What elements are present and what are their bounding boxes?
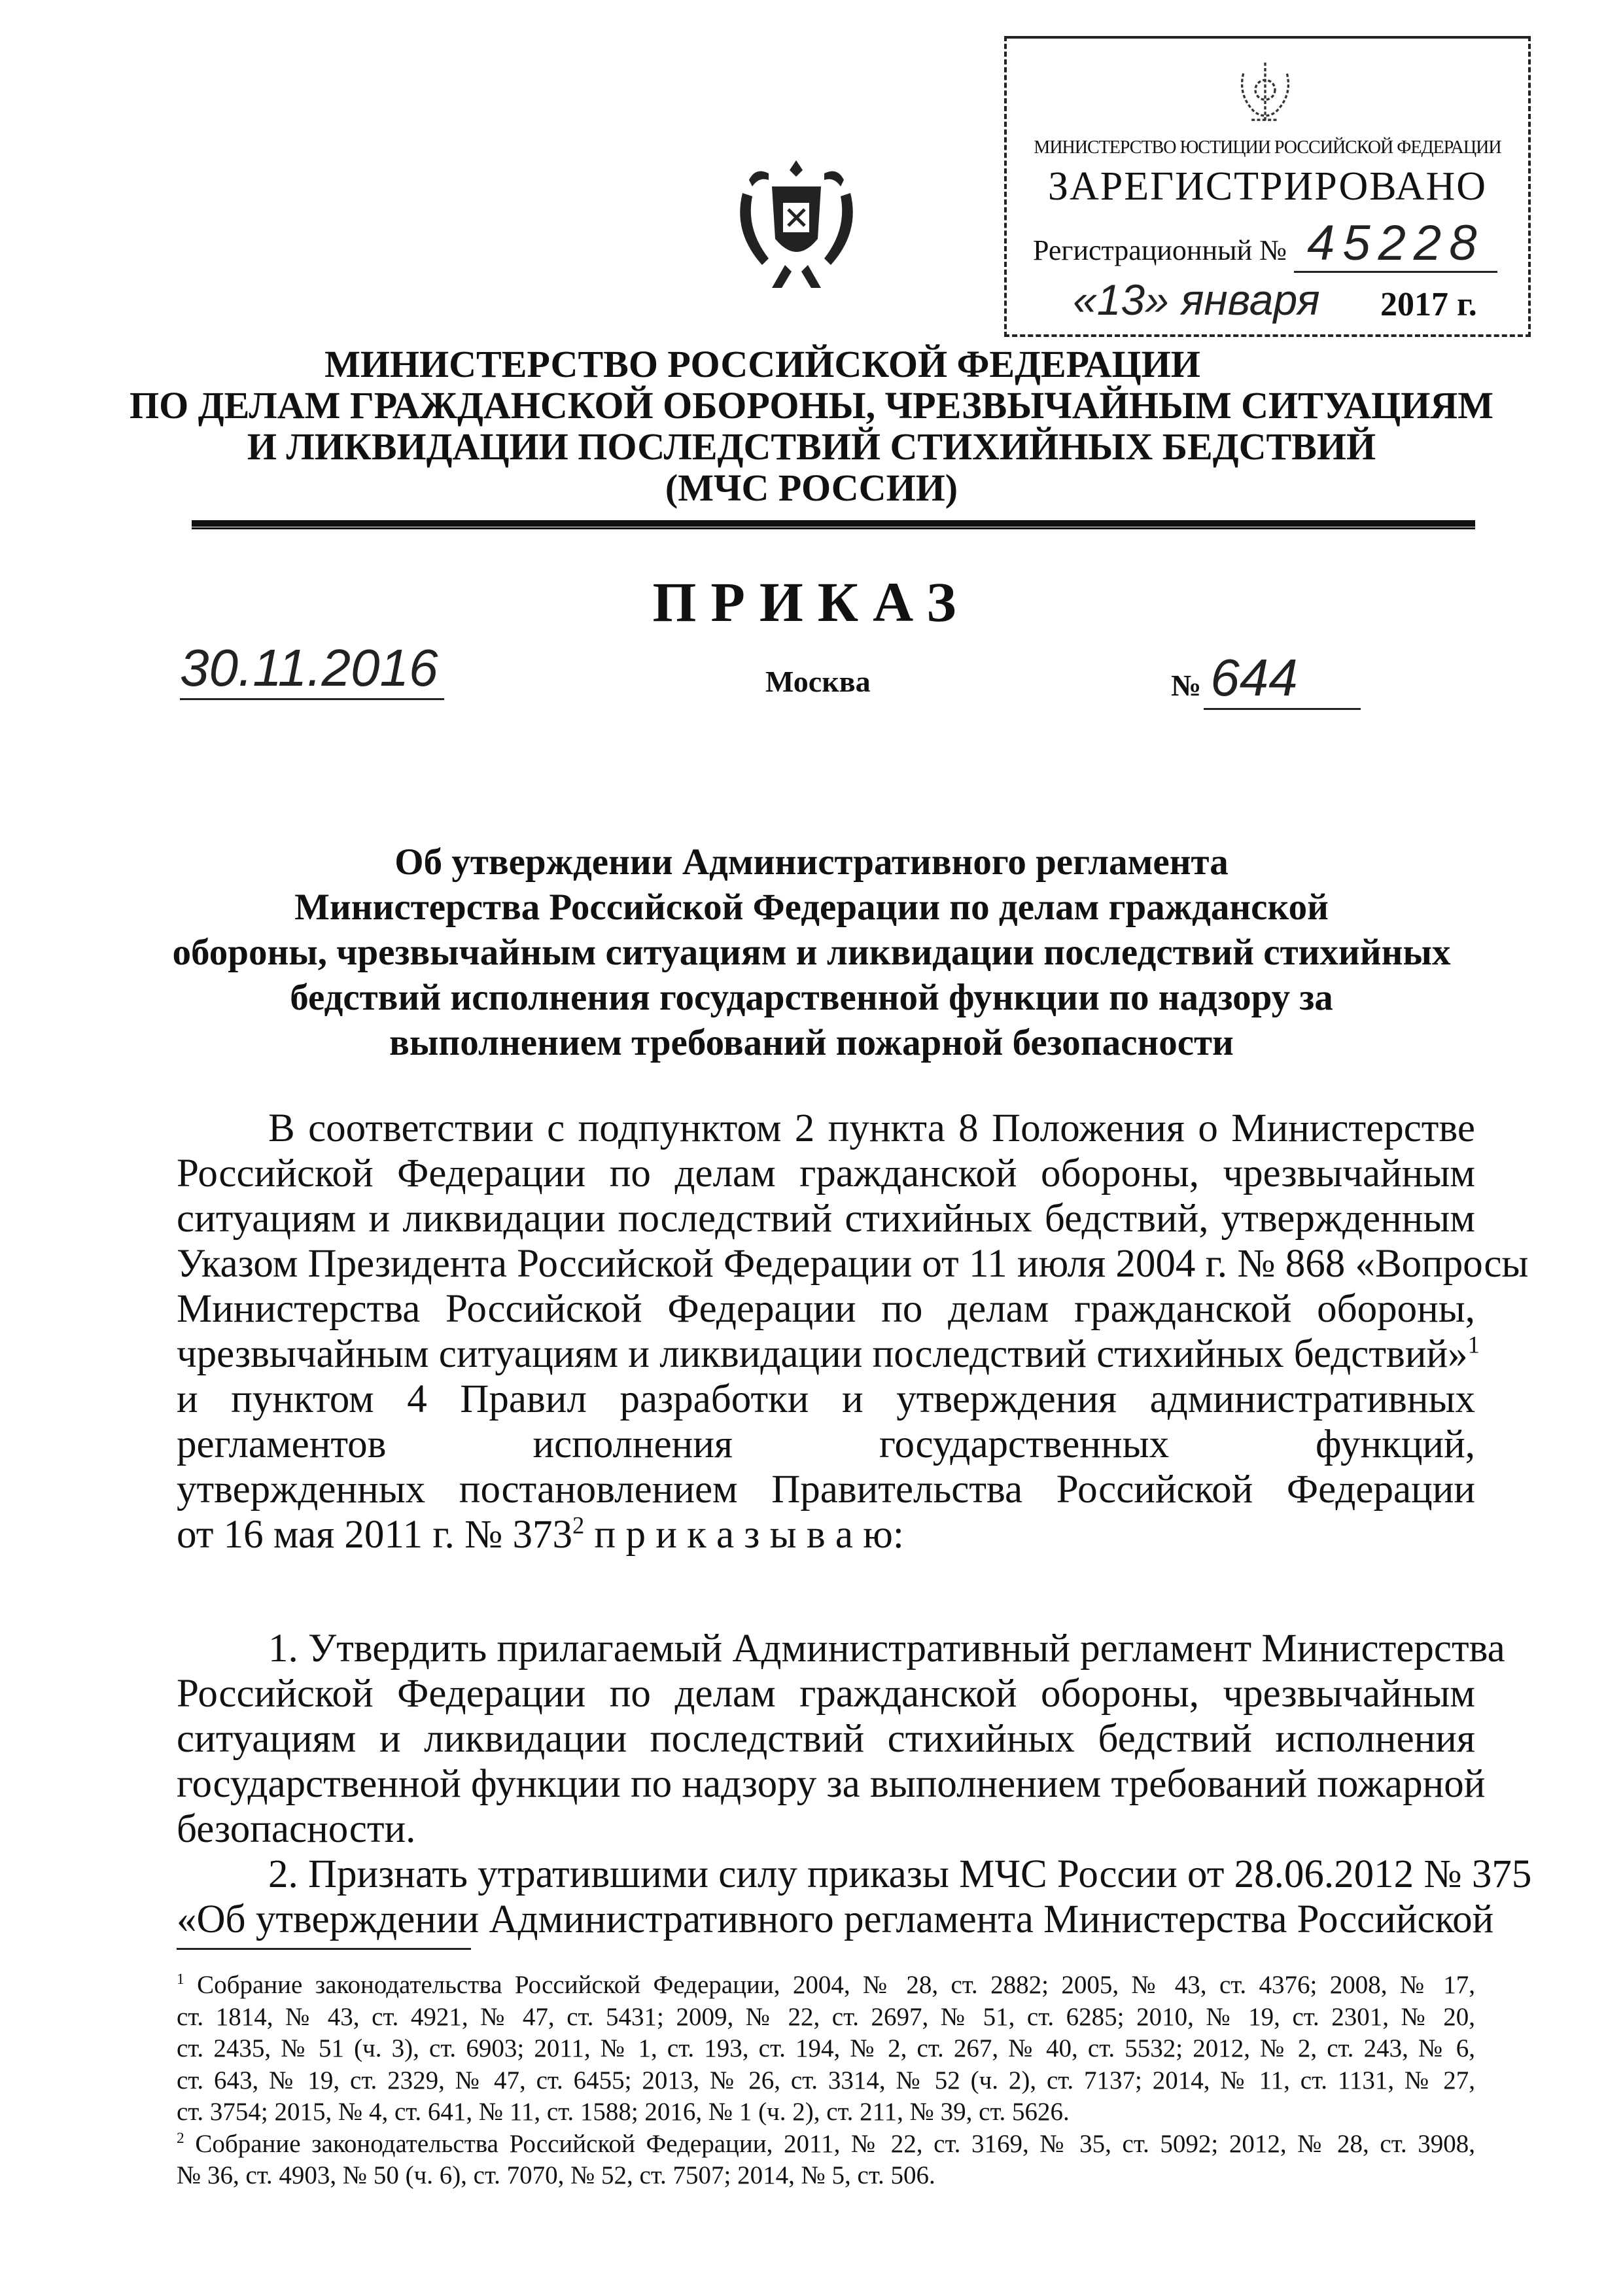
text-line: безопасности.: [177, 1807, 416, 1851]
text-line: «Об утверждении Административного регламента Министерства Российской: [177, 1898, 1494, 1941]
stamp-reg-year: 2017 г.: [1380, 286, 1477, 323]
order-subject: [0, 839, 1623, 1065]
footnote-1-line: ст. 1814, № 43, ст. 4921, № 47, ст. 5431; 2009, № 22, ст. 2697, № 51, ст. 6285; 2010, № 19, ст. 2301, № 20,: [177, 2002, 1475, 2031]
item-1-paragraph: [177, 1626, 1505, 1852]
text-line: ситуациям и ликвидации последствий стихийных бедствий, утвержденным: [177, 1197, 1475, 1241]
coat-of-arms-icon: [729, 154, 864, 294]
stamp-reg-line: [1033, 214, 1497, 280]
text-line: Российской Федерации по делам гражданской обороны, чрезвычайным: [177, 1672, 1475, 1716]
order-date: 30.11.2016: [180, 638, 444, 700]
text-line: ситуациям и ликвидации последствий стихийных бедствий исполнения: [177, 1717, 1475, 1761]
footnote-1-line: ст. 3754; 2015, № 4, ст. 641, № 11, ст. 1588; 2016, № 1 (ч. 2), ст. 211, № 39, ст. 5626.: [177, 2098, 1070, 2126]
stamp-reg-date: «13» января: [1073, 275, 1320, 324]
header-line: (МЧС РОССИИ): [665, 467, 958, 509]
subject-line: Министерства Российской Федерации по делам гражданской: [294, 887, 1329, 928]
order-title: ПРИКАЗ: [652, 571, 971, 633]
order-city: Москва: [765, 665, 871, 698]
footnote-2-line: [177, 2128, 1475, 2161]
order-number-value: 644: [1204, 648, 1361, 710]
text-line: 1. Утвердить прилагаемый Административный регламент Министерства: [268, 1627, 1505, 1670]
footnote-ref: 2: [572, 1511, 585, 1539]
subject-line: бедствий исполнения государственной функции по надзору за: [290, 977, 1333, 1018]
orders-word: п р и к а з ы в а ю:: [594, 1513, 904, 1557]
text-line: государственной функции по надзору за выполнением требований пожарной: [177, 1762, 1486, 1806]
text-line: утвержденных постановлением Правительства Российской Федерации: [177, 1468, 1475, 1511]
footnote-text: Собрание законодательства Российской Федерации, 2011, № 22, ст. 3169, № 35, ст. 5092; 2012, № 28, ст. 3908,: [195, 2129, 1476, 2158]
header-divider: [192, 520, 1475, 529]
order-number: [1171, 648, 1361, 710]
footnote-mark: 1: [177, 1971, 184, 1988]
footnote-text: Собрание законодательства Российской Федерации, 2004, № 28, ст. 2882; 2005, № 43, ст. 4376; 2008, № 17,: [197, 1971, 1476, 1999]
stamp-reg-number: 45228: [1294, 215, 1497, 273]
subject-line: Об утверждении Административного регламента: [394, 841, 1229, 883]
footnote-divider: [177, 1948, 471, 1950]
text-line: В соответствии с подпунктом 2 пункта 8 Положения о Министерстве: [268, 1106, 1475, 1150]
text-line: регламентов исполнения государственных функций,: [177, 1422, 1475, 1466]
footnote-2-line: № 36, ст. 4903, № 50 (ч. 6), ст. 7070, № 52, ст. 7507; 2014, № 5, ст. 506.: [177, 2161, 935, 2189]
header-line: ПО ДЕЛАМ ГРАЖДАНСКОЙ ОБОРОНЫ, ЧРЕЗВЫЧАЙНЫМ СИТУАЦИЯМ: [129, 384, 1494, 427]
footnotes: [177, 1969, 1475, 2192]
text-line: [177, 1331, 1480, 1377]
stamp-ministry: МИНИСТЕРСТВО ЮСТИЦИИ РОССИЙСКОЙ ФЕДЕРАЦИИ: [1034, 137, 1501, 158]
footnote-1-line: [177, 1969, 1475, 2002]
preamble-paragraph: [177, 1106, 1529, 1557]
subject-line: выполнением требований пожарной безопасности: [389, 1022, 1234, 1063]
header-line: МИНИСТЕРСТВО РОССИЙСКОЙ ФЕДЕРАЦИИ: [324, 343, 1200, 385]
text-line: Министерства Российской Федерации по делам гражданской обороны,: [177, 1287, 1475, 1331]
stamp-reg-label: Регистрационный №: [1033, 234, 1287, 266]
footnote-mark: 2: [177, 2129, 184, 2147]
item-2-paragraph: [177, 1852, 1532, 1942]
stamp-registered: ЗАРЕГИСТРИРОВАНО: [1047, 164, 1488, 209]
footnote-1-line: ст. 643, № 19, ст. 2329, № 47, ст. 6455; 2013, № 26, ст. 3314, № 52 (ч. 2), ст. 7137; 2014, № 11, ст. 1131, № 27,: [177, 2066, 1475, 2094]
header-line: И ЛИКВИДАЦИИ ПОСЛЕДСТВИЙ СТИХИЙНЫХ БЕДСТВИЙ: [247, 425, 1376, 468]
stamp-emblem-icon: [1232, 55, 1298, 130]
text-line: и пунктом 4 Правил разработки и утверждения административных: [177, 1377, 1475, 1421]
footnote-1-line: ст. 2435, № 51 (ч. 3), ст. 6903; 2011, № 1, ст. 193, ст. 194, № 2, ст. 267, № 40, ст. 5532; 2012, № 2, ст. 243, № 6,: [177, 2034, 1475, 2062]
order-number-label: №: [1171, 669, 1202, 702]
footnote-ref: 1: [1467, 1331, 1480, 1358]
text-line: 2. Признать утратившими силу приказы МЧС России от 28.06.2012 № 375: [268, 1852, 1532, 1896]
text-line: [177, 1512, 1475, 1557]
text-line-content: чрезвычайным ситуациям и ликвидации последствий стихийных бедствий»: [177, 1332, 1468, 1376]
text-line: Указом Президента Российской Федерации от 11 июля 2004 г. № 868 «Вопросы: [177, 1242, 1529, 1286]
ministry-header: [0, 344, 1623, 508]
text-line: Российской Федерации по делам гражданской обороны, чрезвычайным: [177, 1152, 1475, 1195]
text-line-content: от 16 мая 2011 г. № 373: [177, 1513, 572, 1557]
subject-line: обороны, чрезвычайным ситуациям и ликвидации последствий стихийных: [172, 932, 1451, 973]
